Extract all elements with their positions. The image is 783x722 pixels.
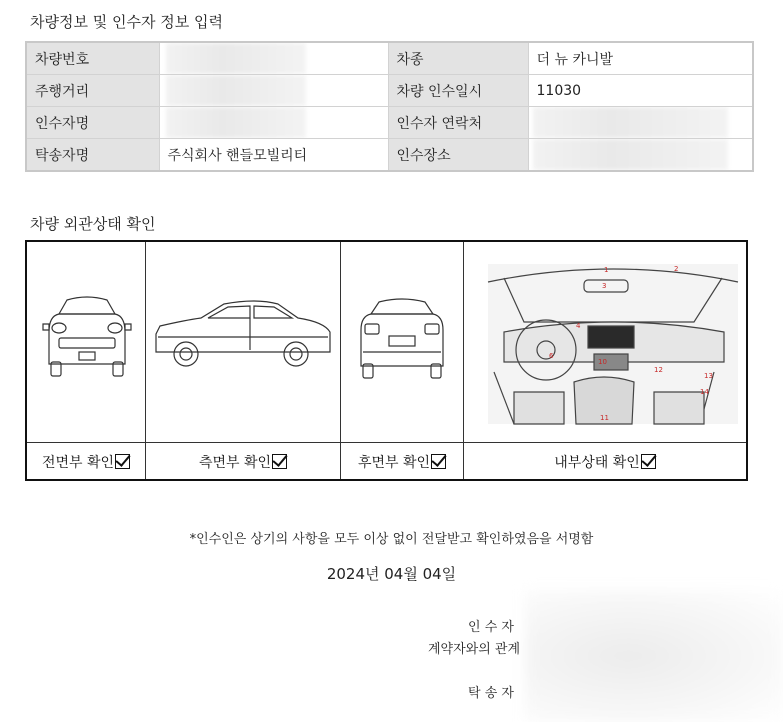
front-checkbox[interactable] [115,454,130,469]
interior-checkbox[interactable] [641,454,656,469]
deliverer-label: 탁 송 자 [468,686,514,701]
marker-14: 14 [700,388,709,396]
value-delivery-place[interactable] [528,139,753,172]
confirmation-notice: *인수인은 상기의 사항을 모두 이상 없이 전달받고 확인하였음을 서명함 [189,532,594,547]
marker-11: 11 [600,414,609,422]
side-checkbox[interactable] [272,454,287,469]
marker-2: 2 [674,265,679,273]
label-delivery-place: 인수장소 [388,139,528,172]
caption-side-label: 측면부 확인 [198,455,272,471]
section-title-vehicle-info: 차량정보 및 인수자 정보 입력 [30,13,223,31]
caption-rear-label: 후면부 확인 [357,455,431,471]
value-car-model[interactable]: 더 뉴 카니발 [528,42,753,75]
table-row [26,107,753,139]
marker-12: 12 [654,366,663,374]
caption-front-check[interactable] [27,452,145,472]
label-car-model: 차종 [388,42,528,75]
label-receiver-name: 인수자명 [26,107,159,139]
front-view-image [27,242,145,442]
value-delivery-datetime[interactable]: 11030 [528,75,753,107]
value-receiver-name[interactable] [159,107,388,139]
marker-13: 13 [704,372,713,380]
table-row [26,75,753,107]
table-row [26,42,753,75]
side-view-image [146,242,340,442]
signature-area[interactable] [525,590,783,722]
exterior-check-panel [25,240,748,481]
marker-3: 3 [602,282,607,290]
relation-label: 계약자와의 관계 [428,642,521,657]
label-delivery-datetime: 차량 인수일시 [388,75,528,107]
marker-4: 4 [576,322,581,330]
marker-10: 10 [598,358,607,366]
caption-side-check[interactable] [146,452,340,472]
label-vehicle-number: 차량번호 [26,42,159,75]
label-receiver-contact: 인수자 연락처 [388,107,528,139]
divider [27,442,746,443]
marker-6: 6 [549,352,554,360]
caption-rear-check[interactable] [341,452,463,472]
rear-view-image [341,242,463,442]
caption-interior-check[interactable] [464,452,746,472]
label-deliverer-name: 탁송자명 [26,139,159,172]
interior-view-image [464,242,746,442]
value-receiver-contact[interactable] [528,107,753,139]
value-vehicle-number[interactable] [159,42,388,75]
marker-1: 1 [604,266,609,274]
rear-checkbox[interactable] [431,454,446,469]
caption-front-label: 전면부 확인 [41,455,115,471]
receiver-label: 인 수 자 [468,620,514,635]
value-mileage[interactable] [159,75,388,107]
caption-interior-label: 내부상태 확인 [554,455,640,471]
section-title-exterior-check: 차량 외관상태 확인 [30,215,156,233]
label-mileage: 주행거리 [26,75,159,107]
table-row [26,139,753,172]
signature-date: 2024년 04월 04일 [326,565,457,583]
vehicle-info-table [25,41,754,172]
value-deliverer-name[interactable]: 주식회사 핸들모빌리티 [159,139,388,172]
